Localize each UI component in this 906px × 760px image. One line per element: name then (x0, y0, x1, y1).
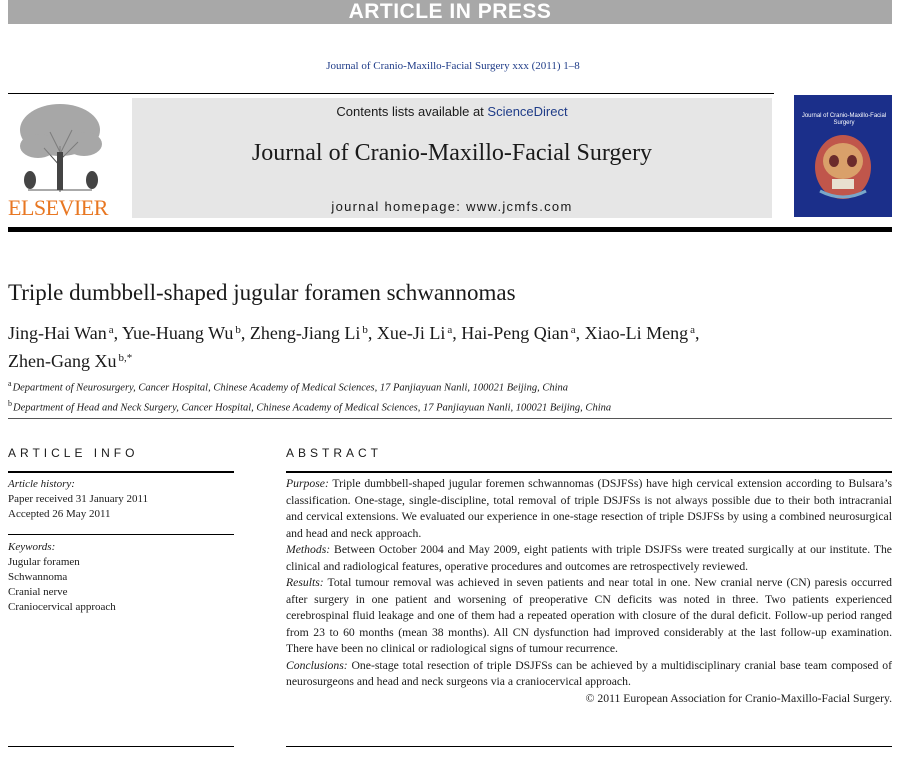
journal-homepage-link[interactable]: www.jcmfs.com (466, 199, 573, 214)
header-bottom-rule (8, 227, 892, 232)
sciencedirect-link[interactable]: ScienceDirect (487, 104, 568, 119)
author[interactable]: Xiao-Li Meng $^a$ (584, 323, 695, 343)
abstract-results: Results: Total tumour removal was achieved in seven patients and near total in one. New cranial nerve (CN) paresis occurred after surgery in one patient and worsening of preoperative CN deficits was noted in three. Two patients experienced cerebrospinal fluid leakage and one of them had a repeated operation with closure of the dural deficit. Follow-up period ranged from 23 to 60 months (mean 38 months). All CN dysfunction had improved considerably at the last follow-up examination. There have been no clinical or radiological signs of tumour recurrence. (286, 576, 892, 655)
author[interactable]: Yue-Huang Wu $^b$ (121, 323, 241, 343)
header-top-rule (8, 93, 774, 94)
abstract-heading: ABSTRACT (286, 446, 383, 460)
article-history (8, 477, 238, 522)
journal-masthead (132, 98, 772, 218)
author[interactable]: Jing-Hai Wan $^a$ (8, 323, 114, 343)
journal-cover-thumbnail[interactable] (794, 95, 892, 217)
abstract-methods: Methods: Between October 2004 and May 2009, eight patients with triple DSJFSs were treated surgically at our institute. The clinical and radiological features, operative procedures and outcomes are retrospectively reviewed. (286, 543, 892, 573)
journal-citation[interactable]: Journal of Cranio-Maxillo-Facial Surgery xxx (2011) 1–8 (326, 60, 580, 72)
article-info-heading: ARTICLE INFO (8, 446, 139, 460)
contents-prefix: Contents lists available at (336, 104, 488, 119)
abstract-rule (286, 471, 892, 473)
keywords (8, 540, 238, 615)
affiliation-b: $^b$Department of Head and Neck Surgery, Cancer Hospital, Chinese Academy of Medical Sciences, 17 Panjiayuan Nanli, 100021 Beijing, China (8, 398, 612, 413)
keyword: Cranial nerve (8, 586, 68, 598)
affiliations (8, 376, 892, 415)
author-list: Jing-Hai Wan $^a$, Yue-Huang Wu $^b$, Zheng-Jiang Li $^b$, Xue-Ji Li $^a$, Hai-Peng Qian $^a$, Xiao-Li Meng $^a$, Zhen-Gang Xu $^{b,*}$ (8, 323, 700, 371)
contents-line (132, 104, 772, 119)
keyword: Craniocervical approach (8, 601, 116, 613)
accepted-date: Accepted 26 May 2011 (8, 508, 111, 520)
keywords-label: Keywords: (8, 541, 56, 553)
homepage-prefix: journal homepage: (331, 199, 467, 214)
copyright-notice: © 2011 European Association for Cranio-Maxillo-Facial Surgery. (585, 691, 892, 705)
journal-homepage-line (132, 199, 772, 214)
article-in-press-banner: ARTICLE IN PRESS (8, 0, 892, 24)
publisher-logo[interactable] (8, 96, 112, 220)
author[interactable]: Hai-Peng Qian $^a$ (461, 323, 576, 343)
article-info-rule (8, 471, 234, 473)
elsevier-tree-icon (8, 96, 112, 196)
abstract-body (286, 476, 892, 707)
keyword: Schwannoma (8, 571, 68, 583)
keywords-rule (8, 534, 234, 535)
cover-title: Journal of Cranio-Maxillo-Facial Surgery (801, 113, 887, 126)
article-title: Triple dumbbell-shaped jugular foramen schwannomas (8, 280, 516, 305)
abstract-bottom-rule (286, 746, 892, 747)
author[interactable]: Zheng-Jiang Li $^b$ (249, 323, 368, 343)
abstract-purpose: Purpose: Triple dumbbell-shaped jugular foremen schwannomas (DSJFSs) have high cervical extension according to Bulsara’s classification. One-stage, single-discipline, total removal of triple DSJFSs is not always possible due to their both intracranial and cervical extensions. We evaluated our experience in one-stage resection of triple DSJFSs by using a combined neurosurgical and head and neck approach. (286, 477, 892, 540)
keyword: Jugular foramen (8, 556, 80, 568)
received-date: Paper received 31 January 2011 (8, 493, 149, 505)
author[interactable]: Xue-Ji Li $^a$ (376, 323, 453, 343)
section-divider (8, 418, 892, 419)
author[interactable]: Zhen-Gang Xu $^{b,*}$ (8, 351, 133, 371)
article-info-bottom-rule (8, 746, 234, 747)
publisher-name: ELSEVIER (8, 195, 108, 220)
journal-title: Journal of Cranio-Maxillo-Facial Surgery (251, 140, 653, 166)
skull-illustration-icon (810, 131, 876, 203)
history-label: Article history: (8, 478, 75, 490)
abstract-conclusions: Conclusions: One-stage total resection of triple DSJFSs can be achieved by a multidisciplinary cranial base team composed of neurosurgeons and head and neck surgeons via a craniocervical approach. (286, 658, 892, 688)
affiliation-a: $^a$Department of Neurosurgery, Cancer Hospital, Chinese Academy of Medical Sciences, 17 Panjiayuan Nanli, 100021 Beijing, China (8, 379, 569, 394)
